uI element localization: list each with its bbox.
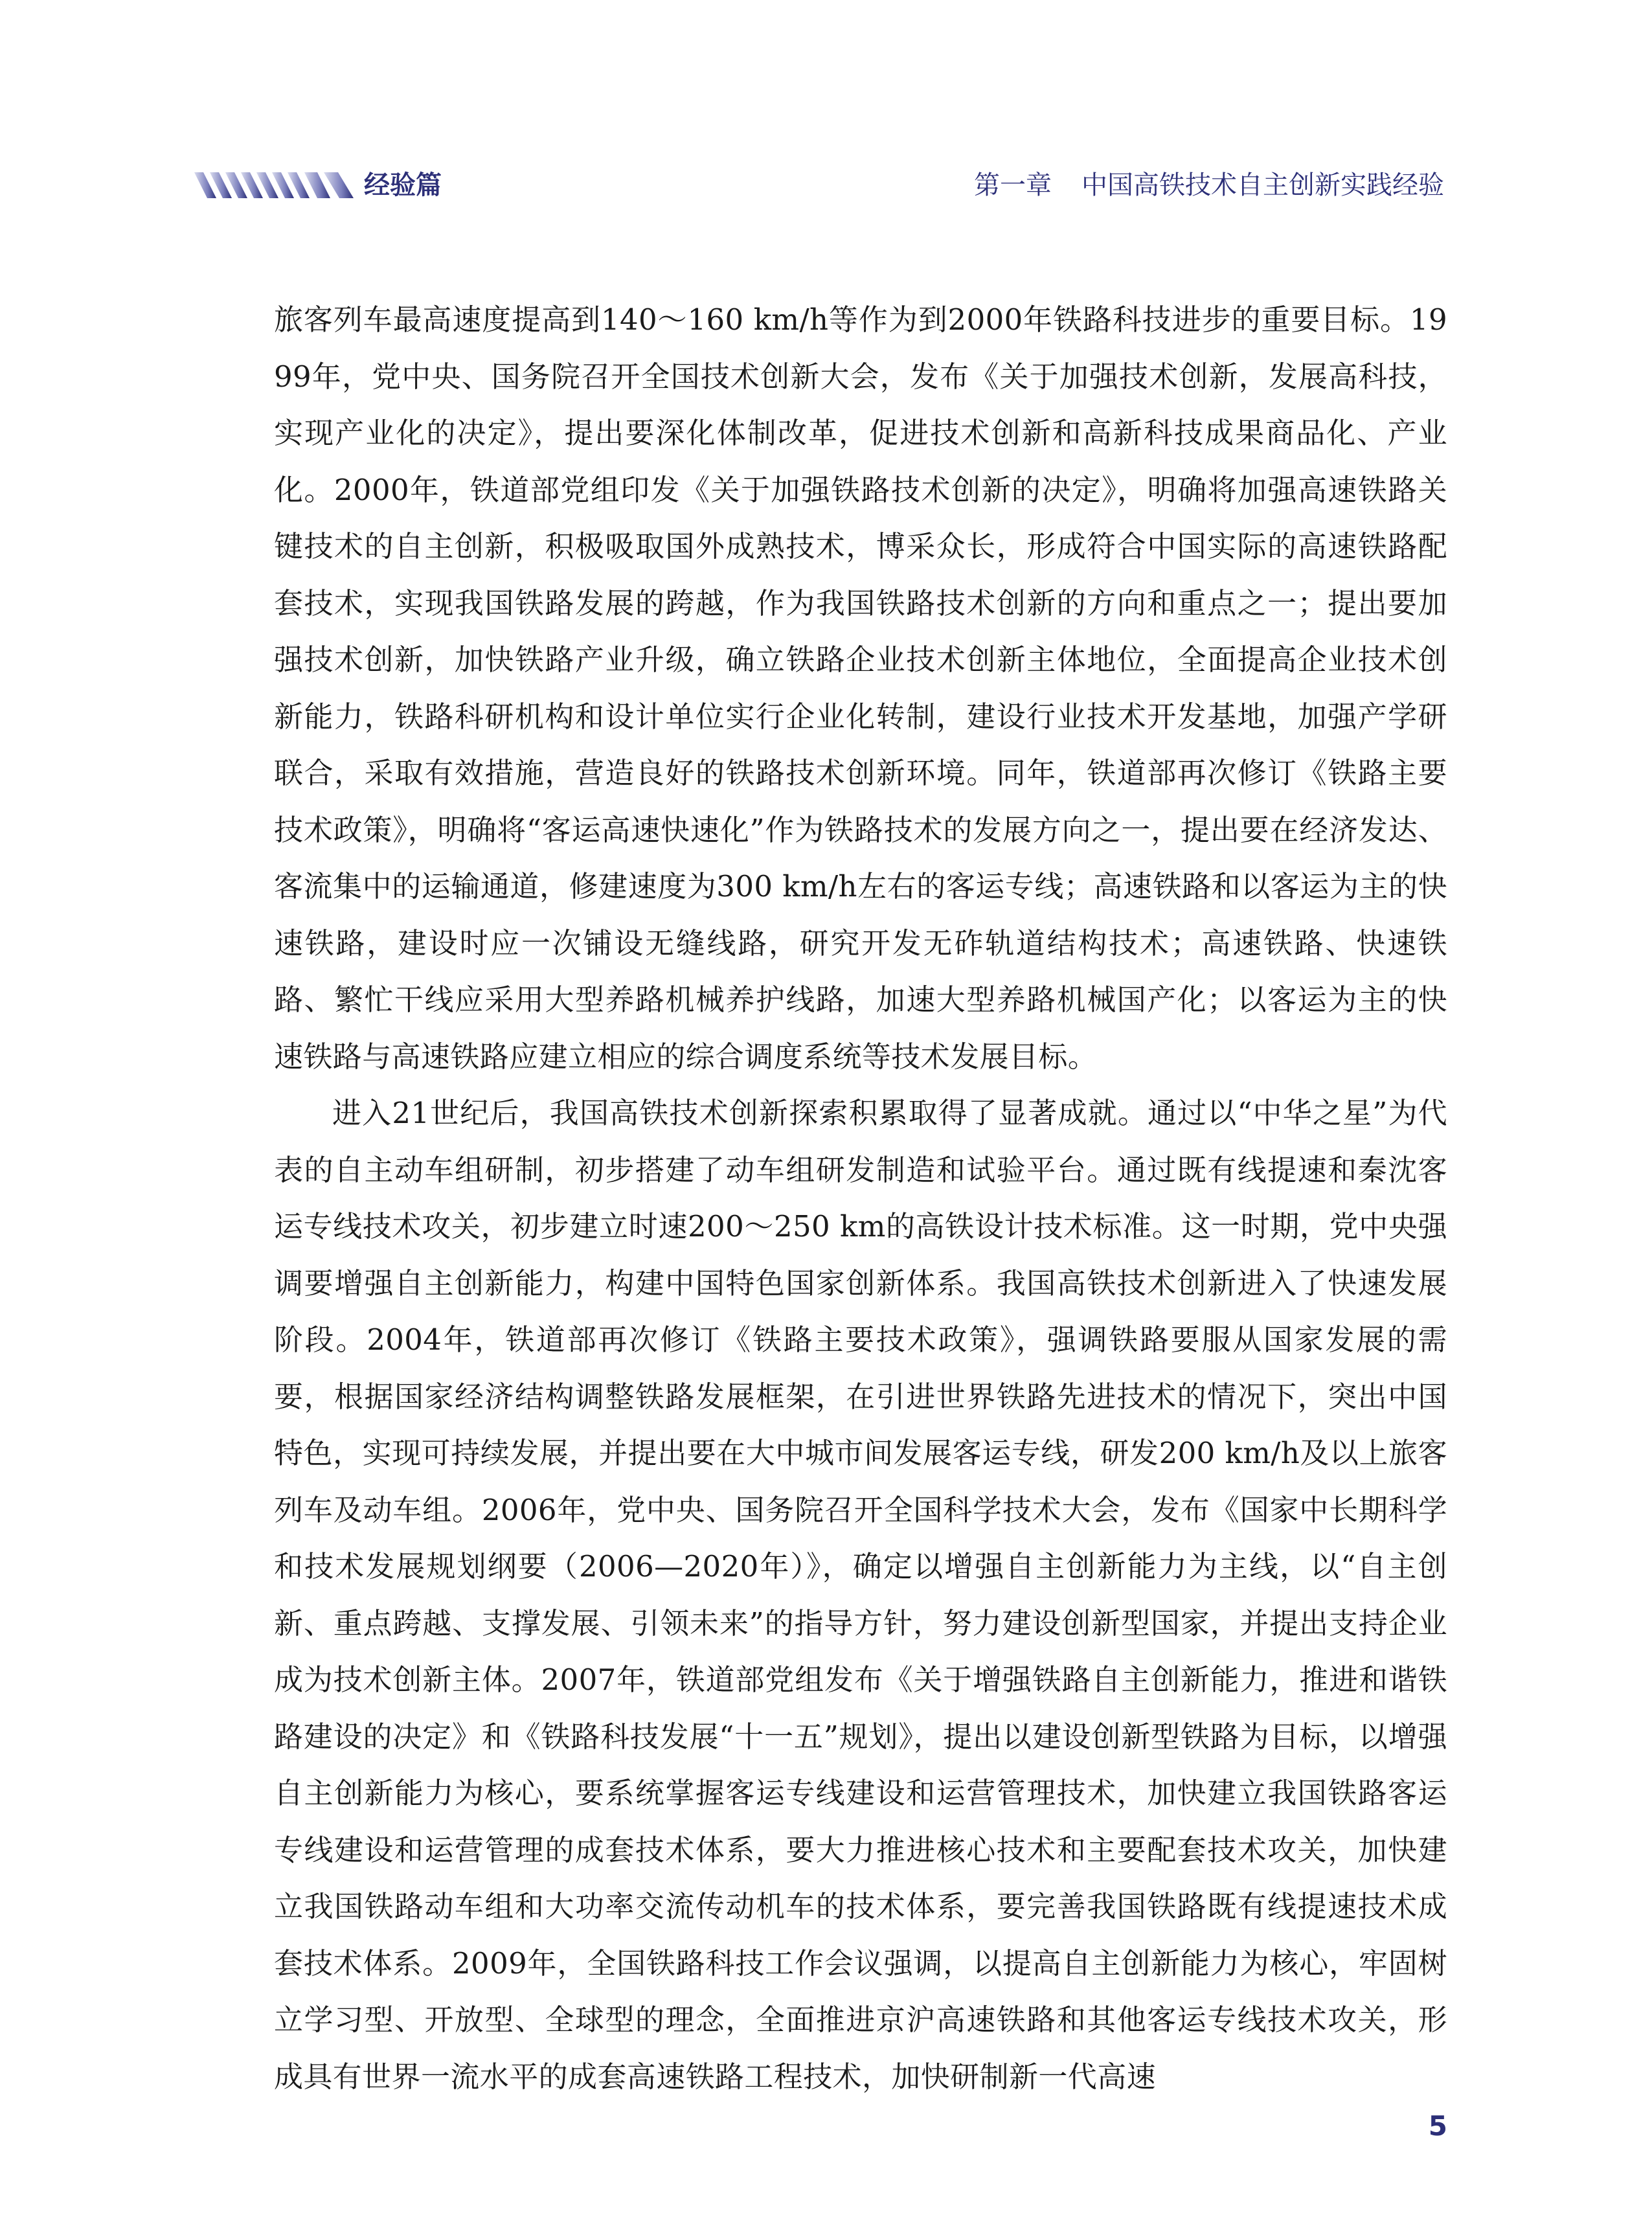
page-number: 5 xyxy=(1428,2110,1447,2142)
paragraph-2: 进入21世纪后，我国高铁技术创新探索积累取得了显著成就。通过以“中华之星”为代表的自主动车组研制，初步搭建了动车组研发制造和试验平台。通过既有线提速和秦沈客运专线技术攻关，初步建立时速200～250 km的高铁设计技术标准。这一时期，党中央强调要增强自主创新能力，构建中国特色国家创新体系。我国高铁技术创新进入了快速发展阶段。2004年，铁道部再次修订《铁路主要技术政策》，强调铁路要服从国家发展的需要，根据国家经济结构调整铁路发展框架，在引进世界铁路先进技术的情况下，突出中国特色，实现可持续发展，并提出要在大中城市间发展客运专线，研发200 km/h及以上旅客列车及动车组。2006年，党中央、国务院召开全国科学技术大会，发布《国家中长期科学和技术发展规划纲要（2006—2020年）》，确定以增强自主创新能力为主线，以“自主创新、重点跨越、支撑发展、引领未来”的指导方针，努力建设创新型国家，并提出支持企业成为技术创新主体。2007年，铁道部党组发布《关于增强铁路自主创新能力，推进和谐铁路建设的决定》和《铁路科技发展“十一五”规划》，提出以建设创新型铁路为目标，以增强自主创新能力为核心，要系统掌握客运专线建设和运营管理技术，加快建立我国铁路客运专线建设和运营管理的成套技术体系，要大力推进核心技术和主要配套技术攻关，加快建立我国铁路动车组和大功率交流传动机车的技术体系，要完善我国铁路既有线提速技术成套技术体系。2009年，全国铁路科技工作会议强调，以提高自主创新能力为核心，牢固树立学习型、开放型、全球型的理念，全面推进京沪高速铁路和其他客运专线技术攻关，形成具有世界一流水平的成套高速铁路工程技术，加快研制新一代高速 xyxy=(274,1096,1447,2094)
running-header xyxy=(194,167,1444,219)
body-text xyxy=(274,291,1447,2105)
chapter-heading xyxy=(974,167,1444,203)
chapter-number: 第一章 xyxy=(974,170,1052,200)
section-title: 经验篇 xyxy=(364,170,442,200)
stripes-logo-icon xyxy=(194,172,356,198)
paragraph-1: 旅客列车最高速度提高到140～160 km/h等作为到2000年铁路科技进步的重要目标。1999年，党中央、国务院召开全国技术创新大会，发布《关于加强技术创新，发展高科技，实现产业化的决定》，提出要深化体制改革，促进技术创新和高新科技成果商品化、产业化。2000年，铁道部党组印发《关于加强铁路技术创新的决定》，明确将加强高速铁路关键技术的自主创新，积极吸取国外成熟技术，博采众长，形成符合中国实际的高速铁路配套技术，实现我国铁路发展的跨越，作为我国铁路技术创新的方向和重点之一；提出要加强技术创新，加快铁路产业升级，确立铁路企业技术创新主体地位，全面提高企业技术创新能力，铁路科研机构和设计单位实行企业化转制，建设行业技术开发基地，加强产学研联合，采取有效措施，营造良好的铁路技术创新环境。同年，铁道部再次修订《铁路主要技术政策》，明确将“客运高速快速化”作为铁路技术的发展方向之一，提出要在经济发达、客流集中的运输通道，修建速度为300 km/h左右的客运专线；高速铁路和以客运为主的快速铁路，建设时应一次铺设无缝线路，研究开发无砟轨道结构技术；高速铁路、快速铁路、繁忙干线应采用大型养路机械养护线路，加速大型养路机械国产化；以客运为主的快速铁路与高速铁路应建立相应的综合调度系统等技术发展目标。 xyxy=(274,302,1447,1074)
chapter-title: 中国高铁技术自主创新实践经验 xyxy=(1081,170,1444,200)
